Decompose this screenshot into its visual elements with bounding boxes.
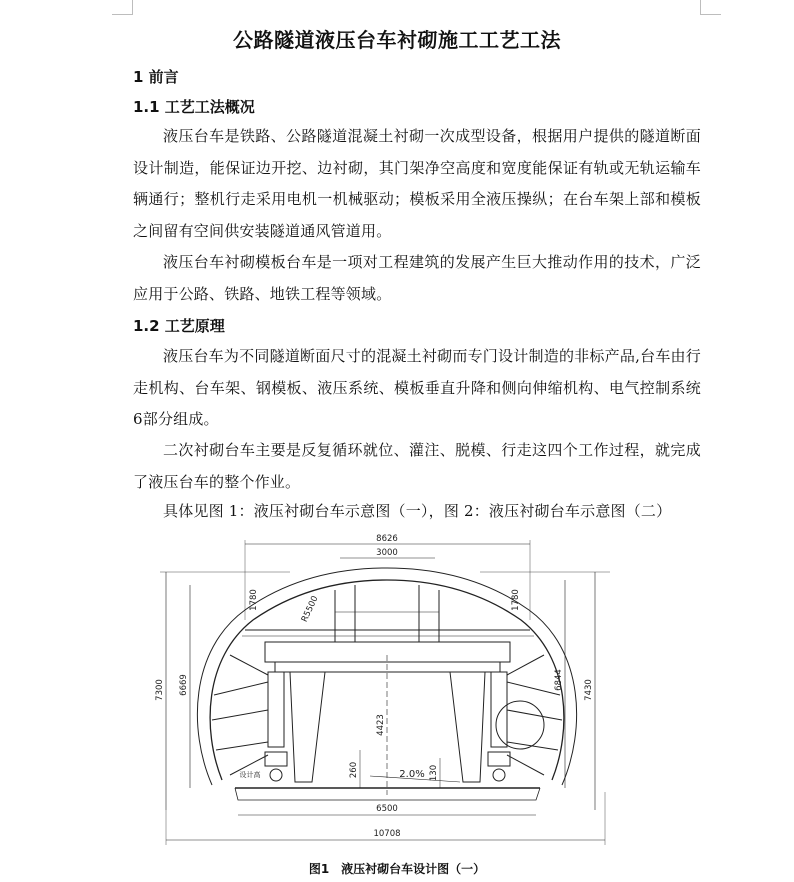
paragraph-figure-reference: 具体见图 1：液压衬砌台车示意图（一），图 2：液压衬砌台车示意图（二）: [163, 502, 672, 520]
dim-top-inner: 3000: [376, 548, 398, 558]
dim-left-upper: 1780: [249, 589, 259, 611]
dim-130: 130: [429, 764, 439, 782]
section-1-1-heading: 1.1 工艺工法概况: [133, 98, 255, 116]
paragraph-overview: 液压台车是铁路、公路隧道混凝土衬砌一次成型设备，根据用户提供的隧道断面设计制造，能保证边开挖、边衬砌，其门架净空高度和宽度能保证有轨或无轨运输车辆通行；整机行走采用电机一机械驱动；模板采用全液压操纵；在台车架上部和模板之间留有空间供安装隧道通风管道用。: [133, 127, 701, 240]
side-label: 设计高: [239, 771, 261, 779]
trolley-design-drawing: [150, 530, 620, 855]
dim-right-outer: 7430: [584, 679, 594, 701]
figure-caption: 图1 液压衬砌台车设计图（一）: [308, 862, 486, 876]
paragraph-application: 液压台车衬砌模板台车是一项对工程建筑的发展产生巨大推动作用的技术，广泛应用于公路、铁路、地铁工程等领域。: [133, 253, 701, 303]
page-corner-mark-right: [700, 0, 721, 15]
section-1-heading: 1 前言: [133, 68, 179, 86]
dim-bottom-total: 10708: [373, 829, 401, 839]
dim-left-inner: 6669: [179, 674, 189, 696]
paragraph-process: 二次衬砌台车主要是反复循环就位、灌注、脱模、行走这四个工作过程，就完成了液压台车的整个作业。: [133, 441, 701, 491]
grade-label: 2.0%: [399, 769, 425, 780]
dim-center-height: 4423: [376, 714, 386, 736]
dim-bottom-inner: 6500: [376, 804, 398, 814]
page-corner-mark-left: [112, 0, 133, 15]
dim-left-outer: 7300: [155, 679, 165, 701]
dim-right-inner: 6844: [554, 669, 564, 691]
document-title: 公路隧道液压台车衬砌施工工艺工法: [233, 28, 561, 52]
dim-right-upper: 1780: [511, 589, 521, 611]
dim-radius: R5500: [299, 594, 321, 624]
dim-top-total: 8626: [376, 534, 398, 544]
dim-260: 260: [349, 761, 359, 779]
ventilation-duct: [496, 701, 544, 749]
paragraph-principle: 液压台车为不同隧道断面尺寸的混凝土衬砌而专门设计制造的非标产品,台车由行走机构、台车架、钢模板、液压系统、模板垂直升降和侧向伸缩机构、电气控制系统6部分组成。: [133, 347, 701, 428]
section-1-2-heading: 1.2 工艺原理: [133, 317, 225, 335]
